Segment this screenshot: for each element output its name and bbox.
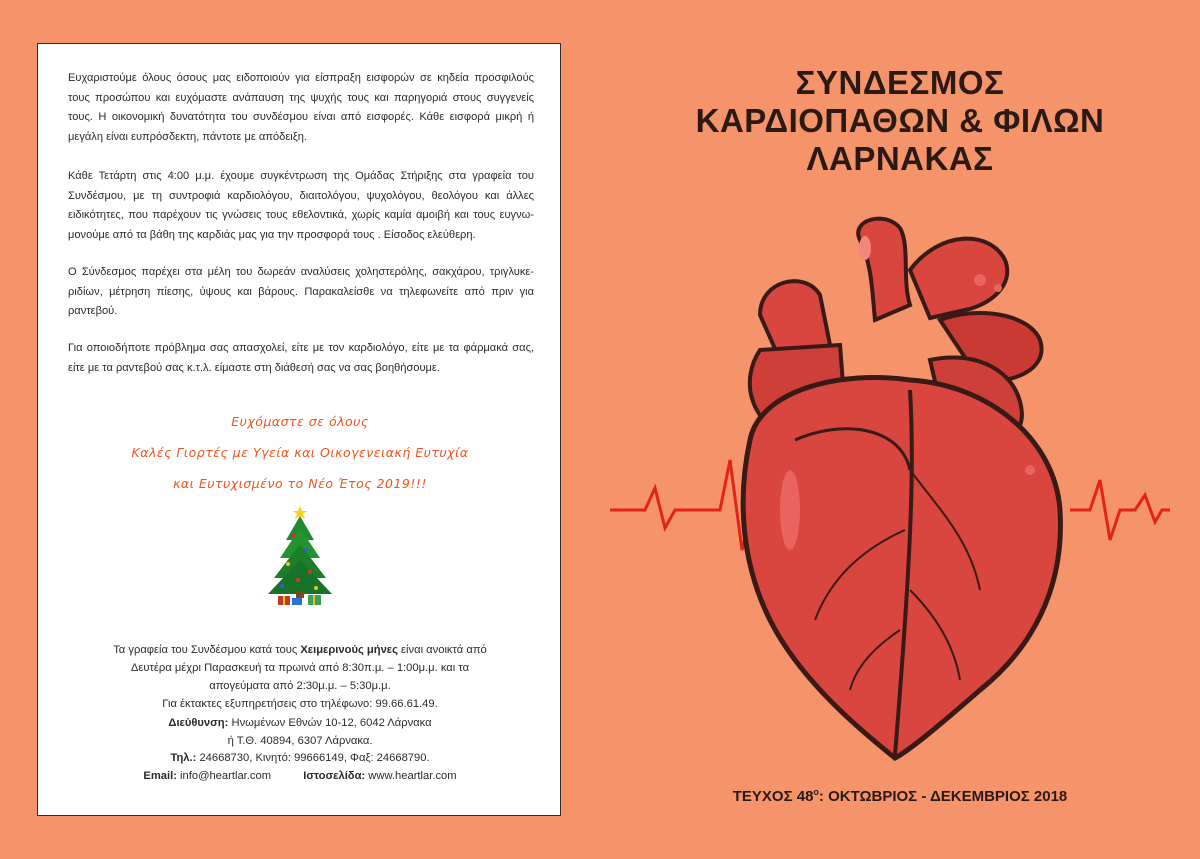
anatomical-heart-icon xyxy=(610,210,1170,770)
greeting-line-2: Καλές Γιορτές με Υγεία και Οικογενειακή Ευτυχία xyxy=(131,445,469,460)
address-line: Διεύθυνση: Ηνωμένων Εθνών 10-12, 6042 Λάρνακα xyxy=(168,717,432,729)
title-line-1: ΣΥΝΔΕΣΜΟΣ xyxy=(795,64,1005,101)
greeting-line-3: και Ευτυχισμένο το Νέο Έτος 2019!!! xyxy=(173,476,427,491)
title-line-3: ΛΑΡΝΑΚΑΣ xyxy=(806,140,994,177)
info-panel xyxy=(37,43,561,816)
website-link[interactable]: www.heartlar.com xyxy=(365,769,457,782)
paragraph-help: Για οποιοδήποτε πρόβλημα σας απασχολεί, είτε με τον καρδιολόγο, είτε με τα φάρμακά σας, είτε με τα ραντεβού σας κ.τ.λ. είμαστε στη διάθεσή σας να σας βοηθήσουμε. xyxy=(68,342,534,374)
office-hours-line-1: Τα γραφεία του Συνδέσμου κατά τους Χειμερινούς μήνες είναι ανοικτά από xyxy=(113,644,487,656)
issue-info: ΤΕΥΧΟΣ $48^o$: ΟΚΤΩΒΡΙΟΣ - ΔΕΚΕΜΒΡΙΟΣ 2018 xyxy=(732,787,1068,805)
office-hours-line-4: Για έκτακτες εξυπηρετήσεις στο τηλέφωνο: 99.66.61.49. xyxy=(162,698,438,710)
paragraph-free-tests: Ο Σύνδεσμος παρέχει στα μέλη του δωρεάν αναλύσεις χοληστερόλης, σακχάρου, τριγλυκε-ριδίων, μέτρηση πίεσης, ύψους και βάρους. Παρακαλείσθε να τηλεφωνείτε από πριν για ραντεβού. xyxy=(68,266,534,318)
office-hours-line-3: απογεύματα από 2:30μ.μ. – 5:30μ.μ. xyxy=(209,680,391,692)
email-link[interactable]: info@heartlar.com xyxy=(176,769,272,782)
office-hours xyxy=(38,641,562,713)
title-line-2: ΚΑΡΔΙΟΠΑΘΩΝ & ΦΙΛΩΝ xyxy=(695,102,1105,139)
po-box-line: ή Τ.Θ. 40894, 6307 Λάρνακα. xyxy=(227,734,373,747)
paragraph-support-group: Κάθε Τετάρτη στις 4:00 μ.μ. έχουμε συγκέντρωση της Ομάδας Στήριξης στα γραφεία του Συνδέσμου, με τη συντροφιά καρδιολόγου, διαιτολόγου, ψυχολόγου, θεολόγου και άλλες ειδικότητες, που παρέχουν τις γνώσεις τους εθελοντικά, χωρίς καμία αμοιβή και τους ευγνω-μονούμε από τα βάθη της καρδιάς μας για την προσφορά τους . Είσοδος ελεύθερη. xyxy=(68,170,534,241)
email-web-line: Email: info@heartlar.com Ιστοσελίδα: www.heartlar.com xyxy=(143,769,457,782)
greeting-line-1: Ευχόμαστε σε όλους xyxy=(231,414,369,429)
office-hours-line-2: Δευτέρα μέχρι Παρασκευή τα πρωινά από 8:30π.μ. – 1:00μ.μ. και τα xyxy=(130,662,470,674)
phone-line: Τηλ.: 24668730, Κινητό: 99666149, Φαξ: 24668790. xyxy=(170,752,430,764)
paragraph-donations: Ευχαριστούμε όλους όσους μας ειδοποιούν για είσπραξη εισφορών σε κηδεία προσφιλούς τους προσώπου και ευχόμαστε ανάπαυση της ψυχής τους και παρηγοριά στους συγγενείς τους. Η οικονομική δυνατότητα του συνδέσμου είναι από εισφορές. Κάθε εισφορά μικρή ή μεγάλη είναι ευπρόσδεκτη, πάντοτε με απόδειξη. xyxy=(68,72,534,143)
cover-title xyxy=(640,64,1160,178)
contact-details xyxy=(38,715,562,785)
christmas-tree-icon xyxy=(264,502,336,606)
